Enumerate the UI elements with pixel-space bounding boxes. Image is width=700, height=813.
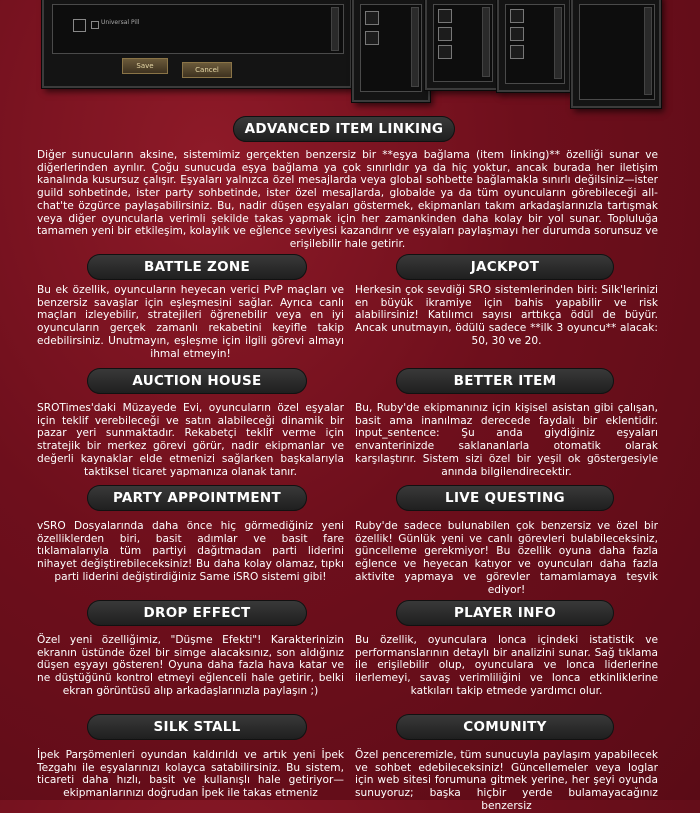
window-content-area xyxy=(52,4,344,54)
party-appointment-heading: PARTY APPOINTMENT xyxy=(87,485,307,511)
item-slot[interactable] xyxy=(365,11,379,25)
comunity-heading: COMUNITY xyxy=(396,714,614,740)
checkbox[interactable] xyxy=(73,19,86,32)
advanced-item-linking-heading: ADVANCED ITEM LINKING xyxy=(233,116,455,142)
comunity-text: Özel penceremizle, tüm sunucuyla paylaşım yapabilecek ve sohbet edebileceksiniz! Güncellemeler veya loglar için web sitesi forumuna gitmek yerine, her şeyi oyunda sunuyoruz; başka hiçbir yerde bulamayacağınız benzersiz xyxy=(355,749,658,812)
drop-effect-text: Özel yeni özelliğimiz, "Düşme Efekti"! Karakterinizin ekranın üstünde özel bir simge alacaksınız, son aldığınız düşen eşyayı gösteren! Oyuna daha fazla hava katar ve ne düştüğünü kontrol etmeyi eğlenceli hale getirir, belki ekran görüntüsü alıp arkadaşlarınızla paylaşın ;) xyxy=(37,634,344,697)
scrollbar[interactable] xyxy=(644,7,652,95)
scrollbar[interactable] xyxy=(554,7,562,79)
scrollbar[interactable] xyxy=(331,7,339,51)
jackpot-text: Herkesin çok sevdiği SRO sistemlerinden biri: Silk'lerinizi en büyük ikramiye için bahis yapabilir ve risk alabilirsiniz! Katılımcı sayısı arttıkça ödül de büyür. Ancak unutmayın, ödülü sadece **ilk 3 oyuncu** alacak: 50, 30 ve 20. xyxy=(355,284,658,347)
battle-zone-text: Bu ek özellik, oyuncuların heyecan verici PvP maçları ve benzersiz savaşlar için eşleşmesini sağlar. Ayrıca canlı maçları izleyebilir, stratejileri öğrenebilir veya en iyi oyuncuların gerçek zamanlı rekabetini keyifle takip edebilirsiniz. Unutmayın, eşleşme için ilgili görevi almayı ihmal etmeyin! xyxy=(37,284,344,360)
live-questing-heading: LIVE QUESTING xyxy=(396,485,614,511)
live-questing-text: Ruby'de sadece bulunabilen çok benzersiz ve özel bir özellik! Günlük yeni ve canlı görevleri bulabileceksiniz, güncelleme gerekmiyor! Bu özellik oyuna daha fazla eğlence ve heyecan katıyor ve oyuncuları daha fazla aktivite yapmaya ve görevler tamamlamaya teşvik ediyor! xyxy=(355,520,658,596)
item-slot[interactable] xyxy=(365,31,379,45)
auction-house-text: SROTimes'daki Müzayede Evi, oyuncuların özel eşyalar için teklif verebileceği ve satın alabileceği dinamik bir pazar yeri sunmaktadır. Rekabetçi teklif verme için stratejik bir merkez görevi görür, nadir ekipmanlar ve değerli kaynaklar elde etmenizi sağlarken başkalarıyla taktiksel ticaret yapmanıza olanak tanır. xyxy=(37,402,344,478)
auction-house-heading: AUCTION HOUSE xyxy=(87,368,307,394)
silk-stall-heading: SILK STALL xyxy=(87,714,307,740)
slot-grid xyxy=(579,4,655,100)
slot-grid xyxy=(360,4,422,92)
item-slot[interactable] xyxy=(510,27,524,41)
slot-grid xyxy=(505,4,565,84)
battle-zone-heading: BATTLE ZONE xyxy=(87,254,307,280)
better-item-text: Bu, Ruby'de ekipmanınız için kişisel asistan gibi çalışan, basit ama inanılmaz derecede faydalı bir eklentidir. input_sentence: Şu anda giydiğiniz eşyaları envanterinizde saklananlarla otomatik olarak karşılaştırır. Sistem sizi özel bir yeşil ok göstergesiyle anında bilgilendirecektir. xyxy=(355,402,658,478)
cancel-button[interactable]: Cancel xyxy=(182,62,232,78)
inventory-window-4 xyxy=(571,0,661,108)
player-info-heading: PLAYER INFO xyxy=(396,600,614,626)
item-slot[interactable] xyxy=(438,9,452,23)
item-slot[interactable] xyxy=(510,9,524,23)
jackpot-heading: JACKPOT xyxy=(396,254,614,280)
player-info-text: Bu özellik, oyunculara lonca içindeki istatistik ve performanslarının detaylı bir analizini sunar. Sağ tıklama ile erişilebilir olup, oyunculara ve lonca liderlerine ilerlemeyi, savaş verimliliğini ve lonca etkinliklerine katkıları takip etmede yardımcı olur. xyxy=(355,634,658,697)
better-item-heading: BETTER ITEM xyxy=(396,368,614,394)
universal-pill-checkbox[interactable] xyxy=(91,21,99,29)
universal-pill-label: Universal Pill xyxy=(101,19,140,26)
item-slot[interactable] xyxy=(510,45,524,59)
scrollbar[interactable] xyxy=(482,7,490,77)
item-slot[interactable] xyxy=(438,27,452,41)
feature-screenshot-collage xyxy=(0,0,700,108)
scrollbar[interactable] xyxy=(411,7,419,87)
inventory-window-3 xyxy=(497,0,571,92)
party-appointment-text: vSRO Dosyalarında daha önce hiç görmediğiniz yeni özelliklerden biri, basit adımlar ve basit fare tıklamalarıyla tüm partiyi dağıtmadan parti liderini nihayet değiştirebileceksiniz! Bu daha kolay olamaz, tıpkı parti liderini değiştirdiğiniz Same iSRO sistemi gibi! xyxy=(37,520,344,583)
save-button[interactable]: Save xyxy=(122,58,168,74)
silk-stall-text: İpek Parşömenleri oyundan kaldırıldı ve artık yeni İpek Tezgahı ile eşyalarınızı kolayca satabilirsiniz. Bu sistem, ticareti daha hızlı, basit ve kullanışlı hale getiriyor—ekipmanlarınızı doğrudan İpek ile takas etmeniz xyxy=(37,749,344,800)
slot-grid xyxy=(433,4,493,82)
inventory-window-1 xyxy=(352,0,430,102)
inventory-window-2 xyxy=(425,0,499,90)
advanced-item-linking-text: Diğer sunucuların aksine, sistemimiz gerçekten benzersiz bir **eşya bağlama (item linking)** özelliği sunar ve diğerlerinden ayrılır. Çoğu sunucuda eşya bağlama ya çok sınırlıdır ya da hiç yoktur, ancak burada her iletişim kanalında kusursuz çalışır. Eşyaları yalnızca özel mesajlarda veya global sohbette bağlamakla sınırlı değilsiniz—ister guild sohbetinde, ister party sohbetinde, ister özel mesajlarda, globalde ya da tüm oyuncuların görebileceği all-chat'te özgürce paylaşabilirsiniz. Bu, nadir düşen eşyaları göstermek, ekipmanları takım arkadaşlarınızla tartışmak veya diğer oyuncularla verimli şekilde takas yapmak için her zamankinden daha kolay bir yol sunar. Topluluğa tamamen yeni bir etkileşim, kolaylık ve eğlence seviyesi kazandırır ve eşyaları paylaşmayı her durumda sorunsuz ve erişilebilir hale getirir. xyxy=(37,149,658,250)
item-linking-window xyxy=(42,0,352,88)
item-slot[interactable] xyxy=(438,45,452,59)
drop-effect-heading: DROP EFFECT xyxy=(87,600,307,626)
